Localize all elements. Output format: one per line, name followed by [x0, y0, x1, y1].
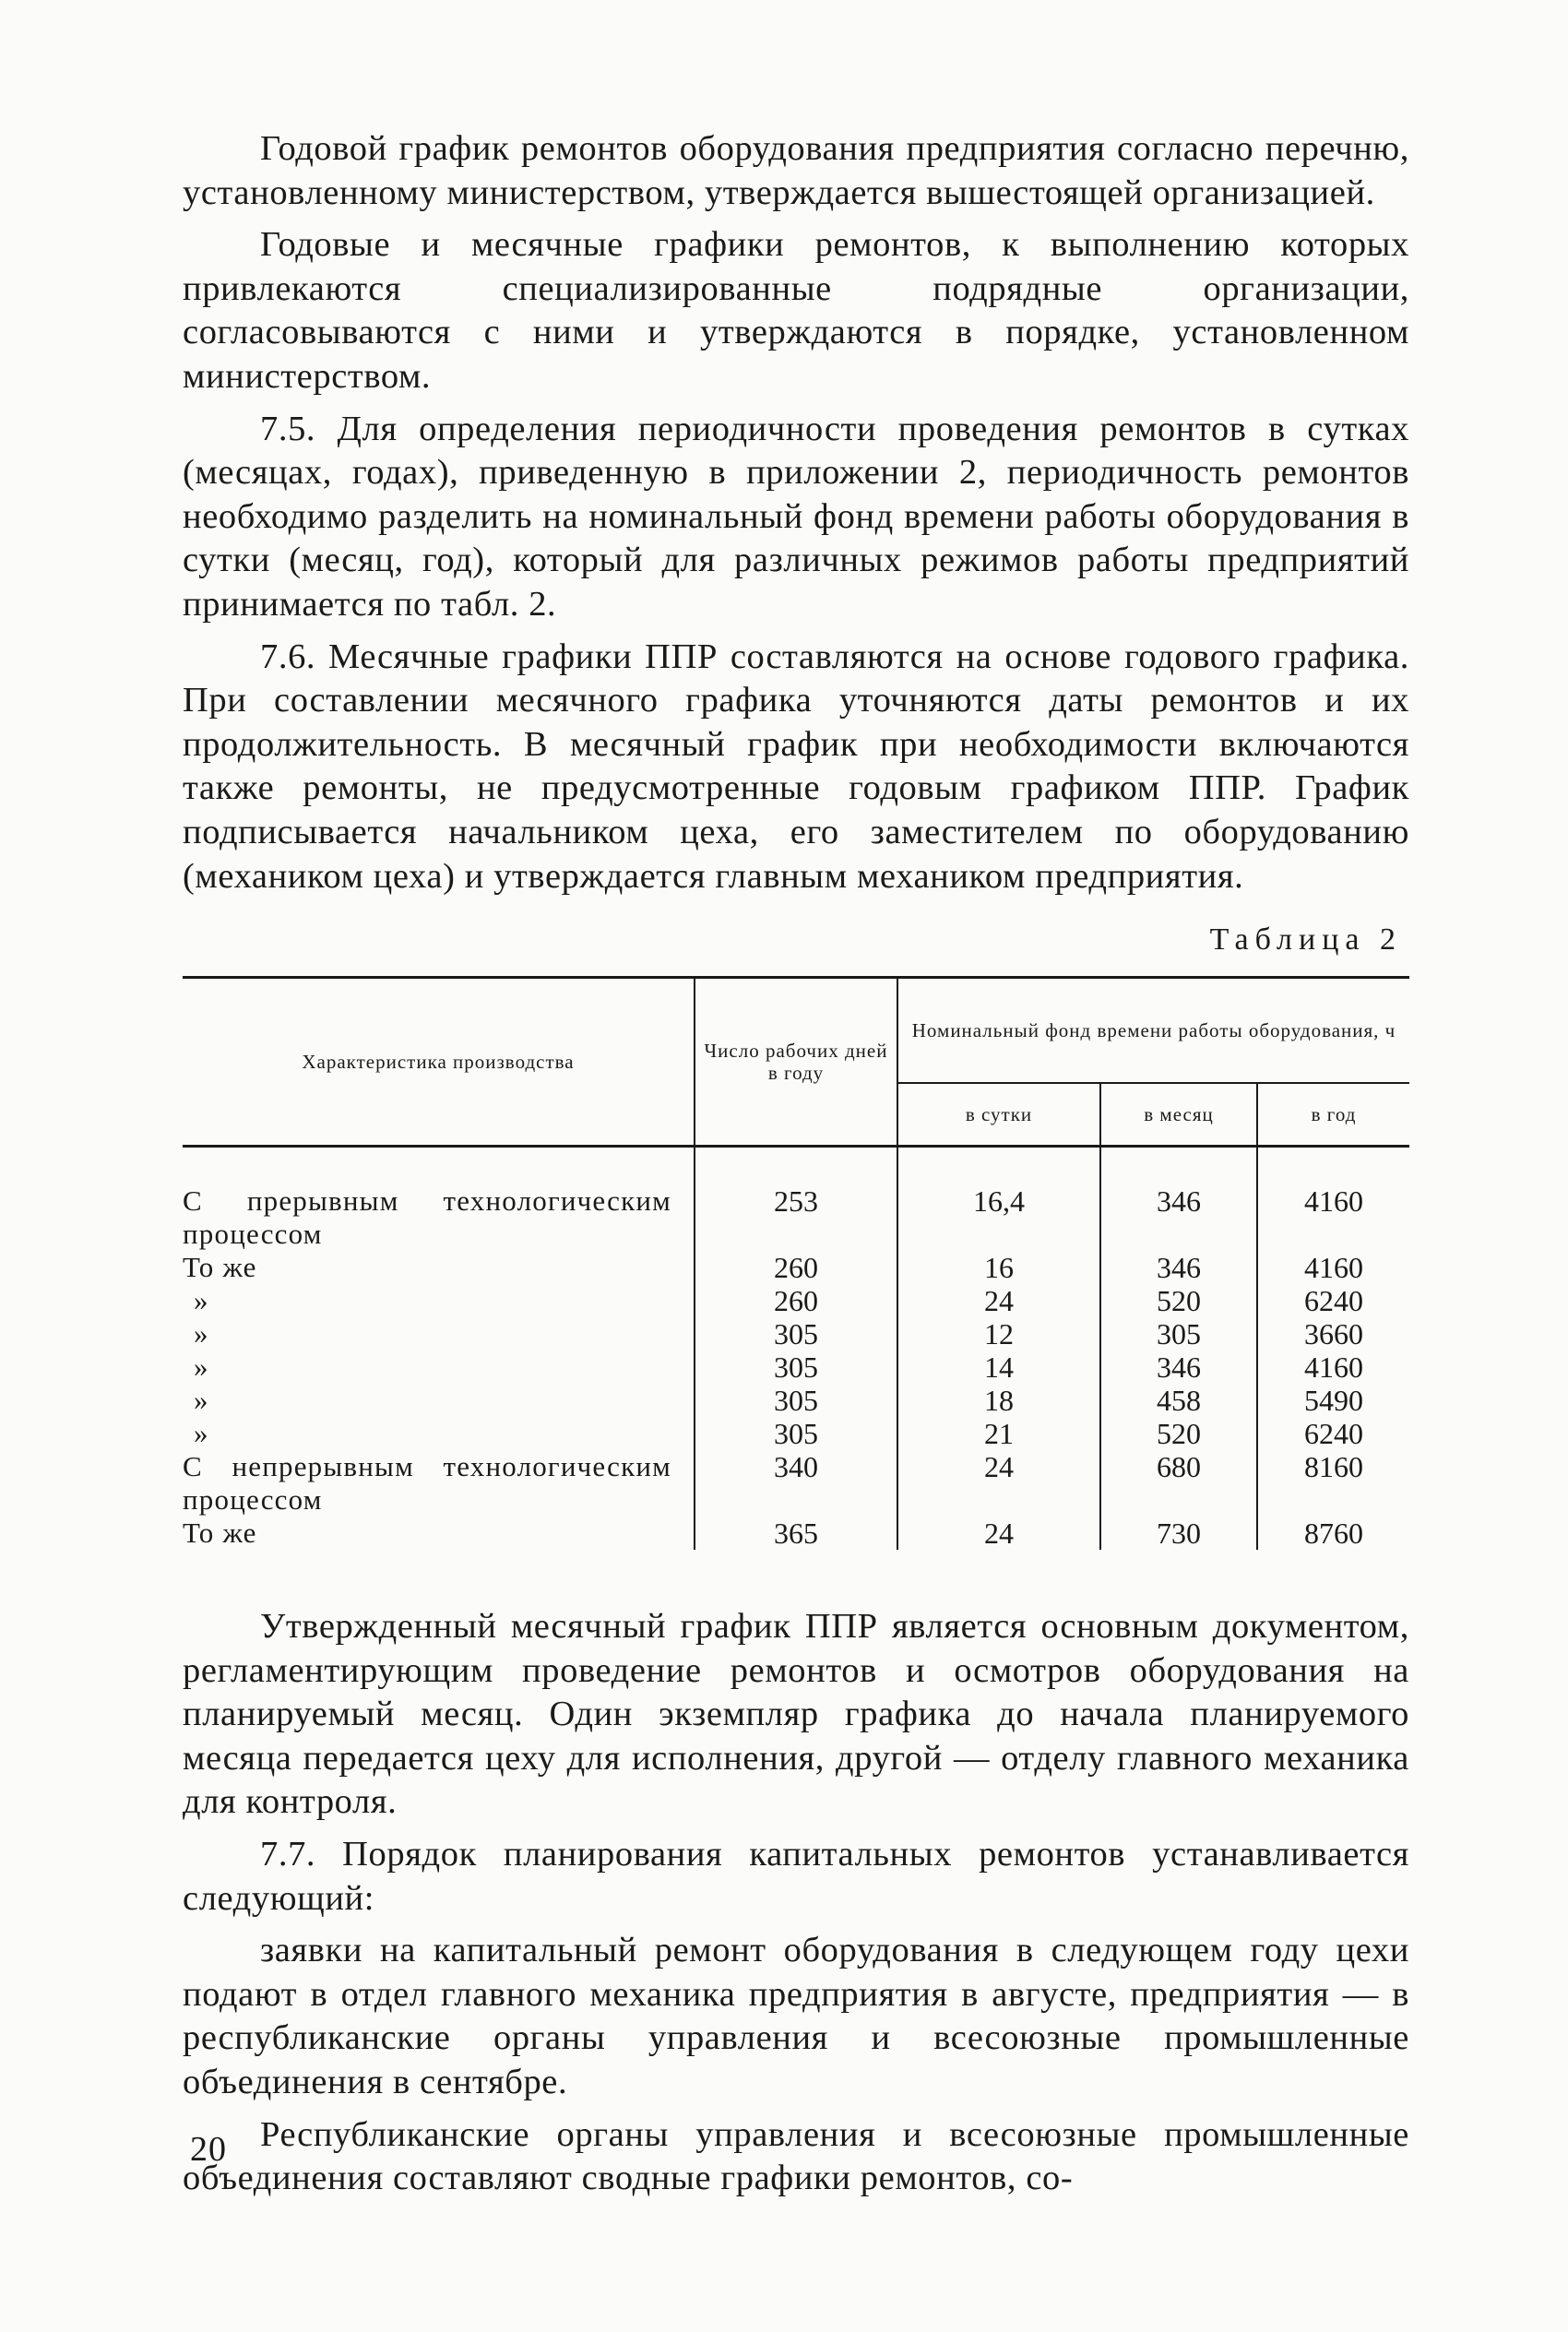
cell-per-year: 3660	[1257, 1317, 1409, 1350]
cell-per-month: 458	[1100, 1384, 1257, 1417]
cell-per-day: 14	[897, 1350, 1100, 1384]
row-label: То же	[183, 1517, 257, 1550]
table-row	[183, 1147, 1409, 1252]
header-per-day: в сутки	[897, 1083, 1100, 1147]
cell-working-days: 305	[695, 1384, 897, 1417]
table-caption: Таблица 2	[1209, 922, 1402, 958]
cell-per-year: 4160	[1257, 1147, 1409, 1252]
cell-per-day: 21	[897, 1417, 1100, 1450]
cell-per-month: 730	[1100, 1517, 1257, 1550]
header-working-days: Число рабочих дней в году	[695, 978, 897, 1147]
paragraph-applications: заявки на капитальный ремонт оборудования в следующем году цехи подают в отдел главного механика предприятия в августе, предприятия — в республиканские органы управления и всесоюзные промышленные объединения в сентябре.	[183, 1931, 1409, 2102]
table-row	[183, 1450, 1409, 1517]
header-fund-group: Номинальный фонд времени работы оборудования, ч	[897, 978, 1409, 1084]
cell-per-year: 8760	[1257, 1517, 1409, 1550]
cell-per-year: 4160	[1257, 1350, 1409, 1384]
paragraph-7-7: 7.7. Порядок планирования капитальных ремонтов устанавливается следующий:	[183, 1835, 1409, 1918]
cell-working-days: 260	[695, 1251, 897, 1284]
paragraph-annual-schedule: Годовой график ремонтов оборудования предприятия согласно перечню, установленному министерством, утверждается вышестоящей организацией.	[183, 129, 1409, 212]
cell-per-year: 8160	[1257, 1450, 1409, 1517]
cell-per-month: 346	[1100, 1147, 1257, 1252]
row-label: С прерывным технологическим процессом	[183, 1184, 671, 1251]
cell-working-days: 305	[695, 1317, 897, 1350]
cell-per-day: 24	[897, 1517, 1100, 1550]
cell-per-day: 12	[897, 1317, 1100, 1350]
cell-per-year: 5490	[1257, 1384, 1409, 1417]
table-row	[183, 1384, 1409, 1417]
table-row	[183, 1317, 1409, 1350]
cell-working-days: 253	[695, 1147, 897, 1252]
header-per-year: в год	[1257, 1083, 1409, 1147]
cell-per-month: 346	[1100, 1350, 1257, 1384]
table-row	[183, 1517, 1409, 1550]
page-number: 20	[190, 2130, 227, 2169]
header-characteristic: Характеристика производства	[183, 978, 695, 1147]
document-page	[183, 127, 1409, 2201]
table-row	[183, 1251, 1409, 1284]
cell-per-day: 24	[897, 1450, 1100, 1517]
cell-working-days: 260	[695, 1284, 897, 1317]
row-label-ditto: »	[194, 1384, 209, 1417]
working-time-table	[183, 976, 1409, 1550]
cell-per-month: 520	[1100, 1284, 1257, 1317]
table-row	[183, 1417, 1409, 1450]
cell-per-day: 16,4	[897, 1147, 1100, 1252]
cell-per-month: 346	[1100, 1251, 1257, 1284]
row-label: То же	[183, 1251, 257, 1284]
row-label: С непрерывным технологическим процессом	[183, 1450, 671, 1517]
table-row	[183, 1284, 1409, 1317]
cell-per-day: 24	[897, 1284, 1100, 1317]
row-label-ditto: »	[194, 1317, 209, 1350]
paragraph-7-5: 7.5. Для определения периодичности проведения ремонтов в сутках (месяцах, годах), приведенную в приложении 2, периодичность ремонтов необходимо разделить на номинальный фонд времени работы оборудования в сутки (месяц, год), который для различных режимов работы предприятий принимается по табл. 2.	[183, 409, 1409, 624]
paragraph-7-6: 7.6. Месячные графики ППР составляются на основе годового графика. При составлении месячного графика уточняются даты ремонтов и их продолжительность. В месячный график при необходимости включаются также ремонты, не предусмотренные годовым графиком ППР. График подписывается начальником цеха, его заместителем по оборудованию (механиком цеха) и утверждается главным механиком предприятия.	[183, 637, 1409, 896]
cell-per-day: 16	[897, 1251, 1100, 1284]
cell-working-days: 365	[695, 1517, 897, 1550]
row-label-ditto: »	[194, 1417, 209, 1450]
cell-per-month: 305	[1100, 1317, 1257, 1350]
paragraph-republican-bodies: Республиканские органы управления и всесоюзные промышленные объединения составляют сводные графики ремонтов, со-	[183, 2114, 1409, 2198]
table-row	[183, 1350, 1409, 1384]
cell-working-days: 340	[695, 1450, 897, 1517]
paragraph-contractor-schedules: Годовые и месячные графики ремонтов, к выполнению которых привлекаются специализированные подрядные организации, согласовываются с ними и утверждаются в порядке, установленном министерством.	[183, 225, 1409, 396]
paragraph-approved-monthly: Утвержденный месячный график ППР является основным документом, регламентирующим проведение ремонтов и осмотров оборудования на планируемый месяц. Один экземпляр графика до начала планируемого месяца передается цеху для исполнения, другой — отделу главного механика для контроля.	[183, 1607, 1409, 1822]
header-per-month: в месяц	[1100, 1083, 1257, 1147]
cell-per-month: 680	[1100, 1450, 1257, 1517]
cell-per-year: 6240	[1257, 1417, 1409, 1450]
cell-per-year: 6240	[1257, 1284, 1409, 1317]
cell-working-days: 305	[695, 1350, 897, 1384]
cell-per-day: 18	[897, 1384, 1100, 1417]
row-label-ditto: »	[194, 1350, 209, 1384]
cell-working-days: 305	[695, 1417, 897, 1450]
cell-per-year: 4160	[1257, 1251, 1409, 1284]
cell-per-month: 520	[1100, 1417, 1257, 1450]
row-label-ditto: »	[194, 1284, 209, 1317]
